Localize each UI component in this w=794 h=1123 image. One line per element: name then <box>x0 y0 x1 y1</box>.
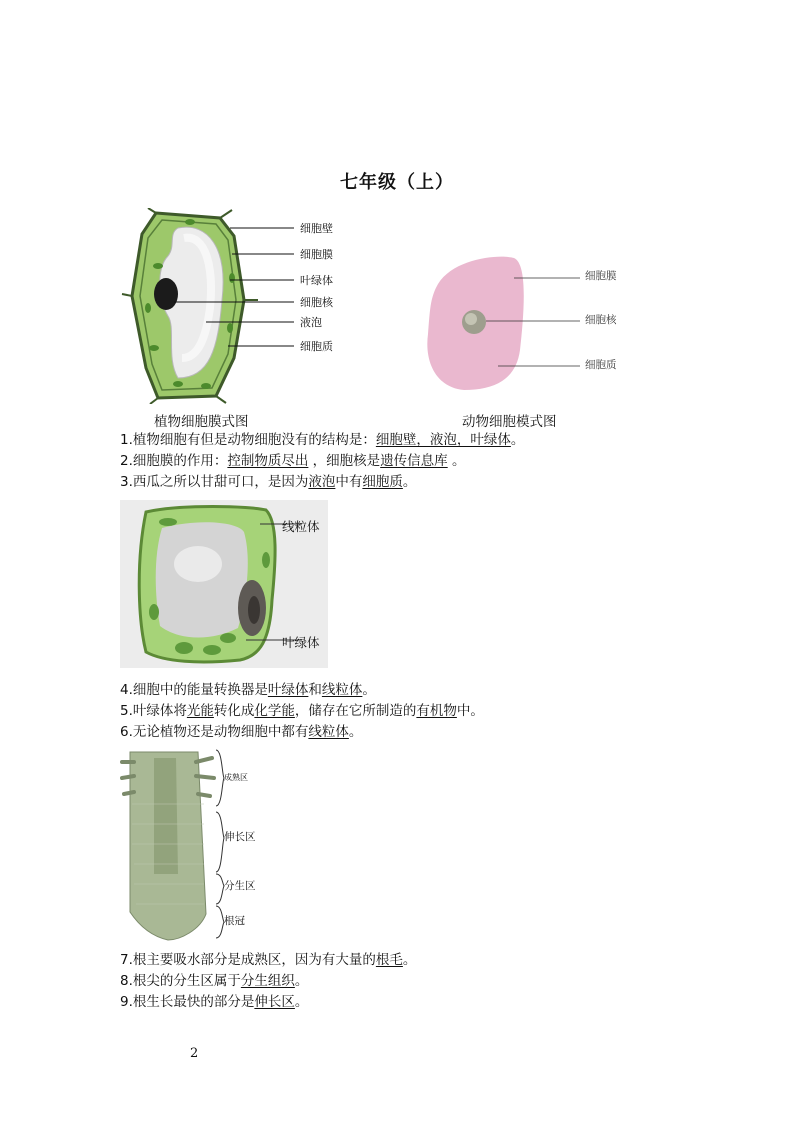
question-text: 。 <box>402 952 417 968</box>
question-text: 8.根尖的分生区属于 <box>120 973 241 989</box>
question-text: ，储存在它所制造的 <box>294 703 417 719</box>
list-item <box>120 452 465 470</box>
question-text: 中有 <box>335 474 363 490</box>
list-item <box>120 473 416 491</box>
list-item <box>120 723 362 741</box>
answer-text: 伸长区 <box>254 994 295 1010</box>
plant-cell-label-chloroplast: 叶绿体 <box>300 274 333 287</box>
page-number: 2 <box>190 1046 199 1061</box>
question-text: 9.根生长最快的部分是 <box>120 994 255 1010</box>
answer-text: 化学能 <box>254 703 295 719</box>
root-label-cap: 根冠 <box>224 915 245 927</box>
root-label-meristem: 分生区 <box>224 880 256 892</box>
answer-text: 控制物质尽出 <box>227 453 309 469</box>
question-text: 4.细胞中的能量转换器是 <box>120 682 268 698</box>
answer-text: 线粒体 <box>308 724 349 740</box>
question-text: 。 <box>348 724 363 740</box>
question-text: 。 <box>294 973 309 989</box>
question-text: 转化成 <box>213 703 255 719</box>
question-text: 7.根主要吸水部分是成熟区，因为有大量的 <box>120 952 376 968</box>
animal-cell-label-nucleus: 细胞核 <box>585 314 617 326</box>
question-text: 中。 <box>456 703 484 719</box>
answer-text: 线粒体 <box>321 682 363 698</box>
question-text: 。 <box>402 474 417 490</box>
list-item <box>120 702 484 720</box>
answer-text: 细胞质 <box>362 474 403 490</box>
answer-text: 细胞壁，液泡，叶绿体 <box>375 432 511 448</box>
animal-cell-caption: 动物细胞模式图 <box>462 414 557 430</box>
answer-text: 根毛 <box>375 952 403 968</box>
question-text: 6.无论植物还是动物细胞中都有 <box>120 724 309 740</box>
list-item <box>120 681 376 699</box>
root-label-maturation: 成熟区 <box>224 773 248 782</box>
answer-text: 有机物 <box>416 703 457 719</box>
organelle-label-chloroplast: 叶绿体 <box>282 635 320 650</box>
question-text: 3.西瓜之所以甘甜可口，是因为 <box>120 474 309 490</box>
plant-cell-label-vacuole: 液泡 <box>300 316 322 329</box>
animal-cell-label-membrane: 细胞膜 <box>585 270 617 282</box>
list-item <box>120 993 308 1011</box>
plant-cell-label-cytoplasm: 细胞质 <box>300 340 333 353</box>
animal-cell-label-cytoplasm: 细胞质 <box>585 359 617 371</box>
answer-text: 液泡 <box>308 474 336 490</box>
question-text: 。 <box>362 682 376 698</box>
question-text: 和 <box>308 682 322 698</box>
plant-cell-label-wall: 细胞壁 <box>300 222 333 235</box>
answer-text: 光能 <box>186 703 214 719</box>
plant-cell-label-nucleus: 细胞核 <box>300 296 333 309</box>
list-item <box>120 431 524 449</box>
question-text: 。 <box>294 994 309 1010</box>
list-item <box>120 951 416 969</box>
organelle-label-mitochondria: 线粒体 <box>282 519 320 534</box>
list-item <box>120 972 308 990</box>
question-text: 。 <box>510 432 525 448</box>
answer-text: 遗传信息库 <box>380 453 448 469</box>
plant-cell-label-membrane: 细胞膜 <box>300 248 333 261</box>
page-title: 七年级（上） <box>340 172 454 193</box>
answer-text: 分生组织 <box>240 973 295 989</box>
question-text: 5.叶绿体将 <box>120 703 187 719</box>
answer-text: 叶绿体 <box>267 682 309 698</box>
plant-cell-caption: 植物细胞膜式图 <box>154 414 249 430</box>
animal-cell-diagram <box>424 254 584 394</box>
root-label-elongation: 伸长区 <box>224 831 256 843</box>
question-text: 1.植物细胞有但是动物细胞没有的结构是： <box>120 432 376 448</box>
question-text: ，细胞核是 <box>308 453 381 469</box>
question-text: 。 <box>447 453 466 469</box>
question-text: 2.细胞膜的作用： <box>120 453 228 469</box>
